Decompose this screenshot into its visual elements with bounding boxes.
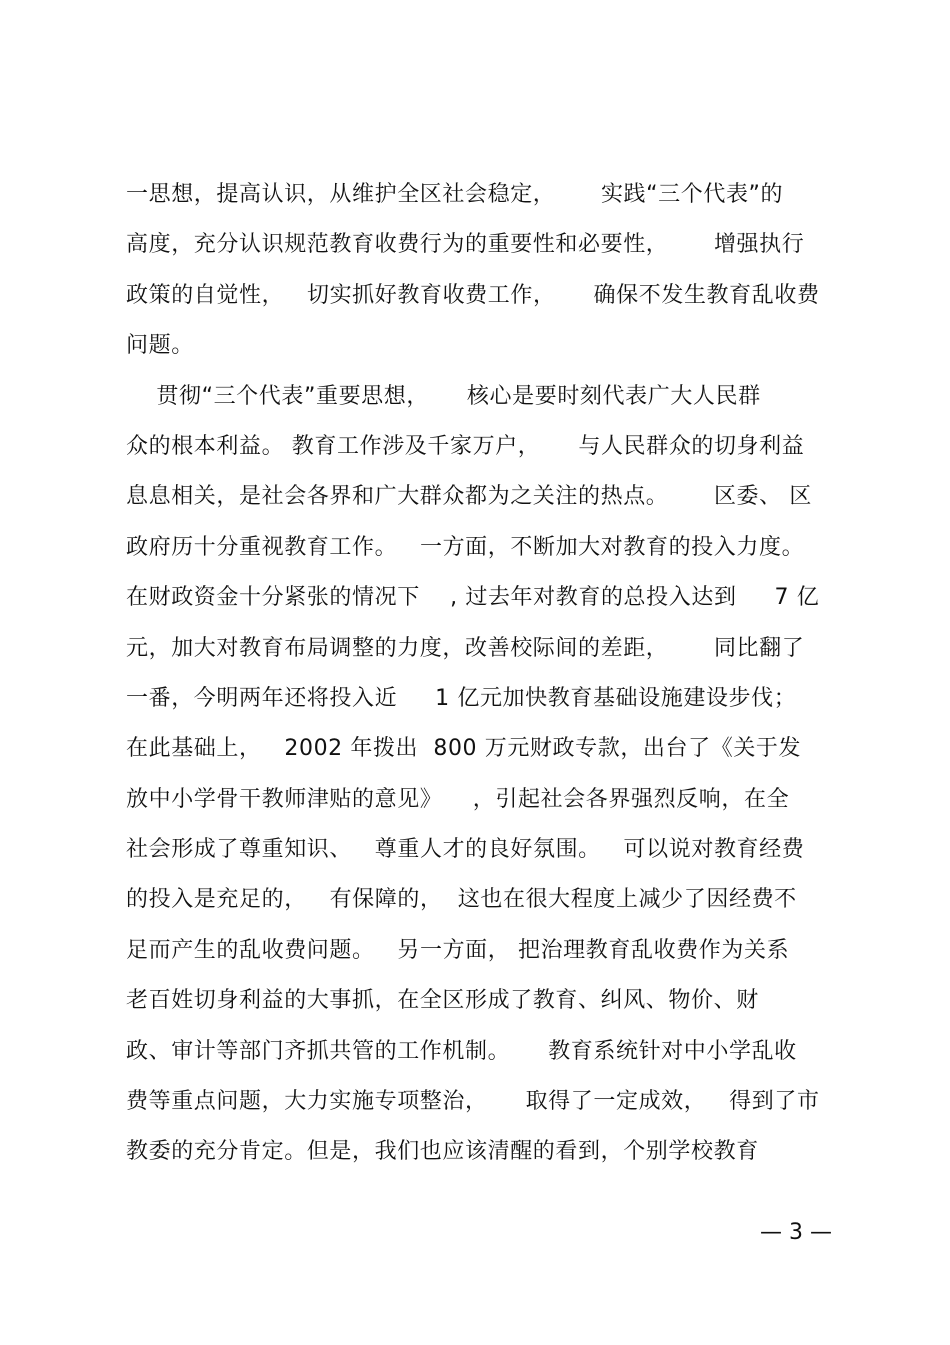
text-line: 高度，充分认识规范教育收费行为的重要性和必要性， 增强执行	[126, 232, 805, 258]
page-number: — 3 —	[760, 1220, 832, 1245]
text-line: 元，加大对教育布局调整的力度，改善校际间的差距， 同比翻了	[126, 635, 805, 661]
text-line: 一番，今明两年还将投入近 1 亿元加快教育基础设施建设步伐；	[126, 685, 797, 711]
text-line: 问题。	[126, 333, 194, 359]
text-line: 老百姓切身利益的大事抓，在全区形成了教育、纠风、物价、财	[126, 988, 759, 1014]
text-line: 政府历十分重视教育工作。 一方面，不断加大对教育的投入力度。	[126, 534, 805, 560]
text-line: 政策的自觉性， 切实抓好教育收费工作， 确保不发生教育乱收费	[126, 282, 820, 308]
text-line: 足而产生的乱收费问题。 另一方面， 把治理教育乱收费作为关系	[126, 937, 790, 963]
text-line: 教委的充分肯定。但是，我们也应该清醒的看到，个别学校教育	[126, 1139, 759, 1165]
body-text	[126, 170, 836, 1178]
text-line: 贯彻“三个代表”重要思想， 核心是要时刻代表广大人民群	[126, 383, 761, 409]
text-line: 的投入是充足的， 有保障的， 这也在很大程度上减少了因经费不	[126, 887, 797, 913]
text-line: 在此基础上， 2002 年拨出 800 万元财政专款，出台了《关于发	[126, 736, 802, 762]
text-line: 众的根本利益。 教育工作涉及千家万户， 与人民群众的切身利益	[126, 433, 805, 459]
text-line: 一思想，提高认识，从维护全区社会稳定， 实践“三个代表”的	[126, 182, 784, 207]
text-line: 社会形成了尊重知识、 尊重人才的良好氛围。 可以说对教育经费	[126, 837, 805, 863]
text-line: 在财政资金十分紧张的情况下 , 过去年对教育的总投入达到 7 亿	[126, 585, 820, 611]
text-line: 放中小学骨干教师津贴的意见》 ，引起社会各界强烈反响，在全	[126, 786, 790, 812]
text-line: 息息相关，是社会各界和广大群众都为之关注的热点。 区委、 区	[126, 484, 812, 510]
text-line: 政、审计等部门齐抓共管的工作机制。 教育系统针对中小学乱收	[126, 1038, 797, 1064]
text-line: 费等重点问题，大力实施专项整治， 取得了一定成效， 得到了市	[126, 1089, 820, 1115]
